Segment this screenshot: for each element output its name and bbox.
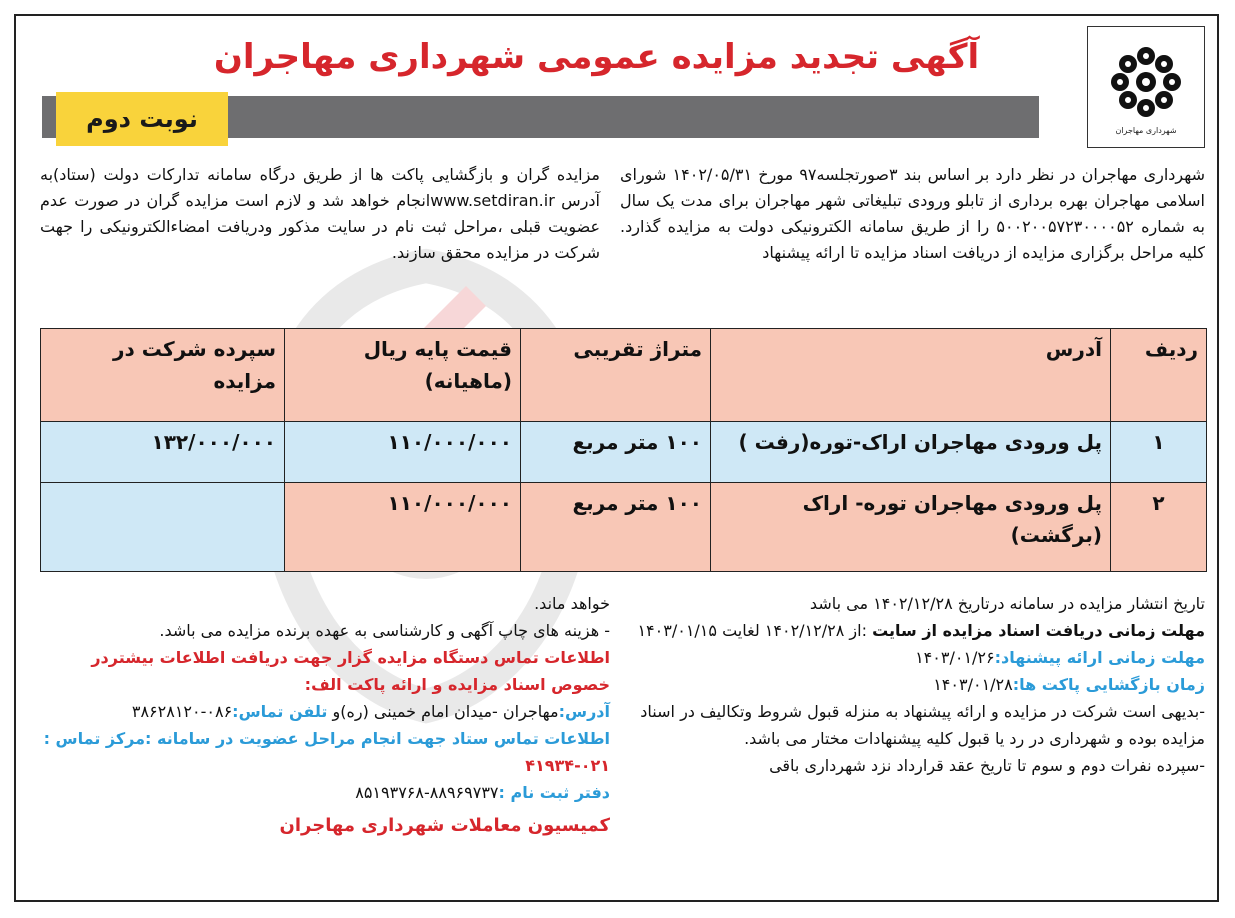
docs-deadline-value: :از ۱۴۰۲/۱۲/۲۸ لغایت ۱۴۰۳/۰۱/۱۵ bbox=[637, 621, 867, 640]
setad-phone: ۰۲۱-۴۱۹۳۴ bbox=[525, 756, 610, 775]
note-deposit: -سپرده نفرات دوم و سوم تا تاریخ عقد قرارداد نزد شهرداری باقی bbox=[769, 756, 1205, 775]
docs-deadline-label: مهلت زمانی دریافت اسناد مزایده از سایت bbox=[872, 621, 1205, 640]
registry-contact bbox=[40, 779, 610, 806]
municipality-logo bbox=[1087, 26, 1205, 148]
cell-area: ۱۰۰ متر مربع bbox=[521, 422, 711, 483]
cell-deposit bbox=[41, 483, 285, 572]
phone-label: تلفن تماس: bbox=[232, 702, 328, 721]
offer-deadline bbox=[615, 644, 1205, 671]
cell-address: پل ورودی مهاجران اراک-توره(رفت ) bbox=[711, 422, 1111, 483]
table-row bbox=[41, 483, 1207, 572]
registry-value: ۸۸۹۶۹۷۳۷-۸۵۱۹۳۷۶۸ bbox=[355, 783, 499, 802]
municipality-emblem-icon bbox=[1104, 40, 1188, 124]
setad-heading: اطلاعات تماس ستاد جهت انجام مراحل عضویت در سامانه :مرکز تماس : bbox=[43, 729, 610, 748]
phone-value: ۰۸۶-۳۸۶۲۸۱۲۰ bbox=[131, 702, 233, 721]
contact-heading: اطلاعات تماس دستگاه مزایده گزار جهت دریافت اطلاعات بیشتردر خصوص اسناد مزایده و ارائه پاکت الف: bbox=[91, 648, 610, 694]
cell-row-number: ۱ bbox=[1111, 422, 1207, 483]
intro-right-text: شهرداری مهاجران در نظر دارد بر اساس بند ۳صورتجلسه۹۷ مورخ ۱۴۰۲/۰۵/۳۱ شورای اسلامی مهاجران بهره برداری از تابلو ورودی تبلیغاتی شهر مهاجران برای مدت یک سال به شماره ۵۰۰۲۰۰۵۷۲۳۰۰۰۰۵۲ را از طریق سامانه الکترونیکی دولت به مزایده گذارد. کلیه مراحل برگزاری مزایده از دریافت اسناد مزایده تا ارائه پیشنهاد bbox=[620, 165, 1206, 262]
cell-address: پل ورودی مهاجران توره- اراک (برگشت) bbox=[711, 483, 1111, 572]
auction-items-table bbox=[40, 328, 1207, 572]
offer-deadline-label: مهلت زمانی ارائه پیشنهاد: bbox=[994, 648, 1205, 667]
opening-date-label: زمان بازگشایی پاکت ها: bbox=[1012, 675, 1205, 694]
header-address: آدرس bbox=[711, 329, 1111, 422]
table-header-row bbox=[41, 329, 1207, 422]
note-conditions: -بدیهی است شرکت در مزایده و ارائه پیشنهاد به منزله قبول شروط وتکالیف در اسناد مزایده بوده و شهرداری در رد یا قبول کلیه پیشنهادات مختار می باشد. bbox=[640, 702, 1205, 748]
intro-left-text: مزایده گران و بازگشایی پاکت ها از طریق درگاه سامانه تدارکات دولت (ستاد)به آدرس www.setdiran.irانجام خواهد شد و لازم است مزایده گران در صورت عدم عضویت قبلی ،مراحل ثبت نام در سایت مذکور ودریافت امضاءالکترونیکی را جهت شرکت در مزایده محقق سازند. bbox=[40, 165, 600, 262]
conditions-right-column bbox=[615, 590, 1205, 779]
logo-caption: شهرداری مهاجران bbox=[1115, 125, 1177, 135]
address-value: مهاجران -میدان امام خمینی (ره)و bbox=[332, 702, 559, 721]
cell-deposit: ۱۳۲/۰۰۰/۰۰۰ bbox=[41, 422, 285, 483]
table-row bbox=[41, 422, 1207, 483]
offer-deadline-value: ۱۴۰۳/۰۱/۲۶ bbox=[915, 648, 995, 667]
docs-deadline bbox=[615, 617, 1205, 644]
intro-paragraph-right bbox=[620, 162, 1205, 266]
address-label: آدرس: bbox=[558, 702, 610, 721]
cell-base-price: ۱۱۰/۰۰۰/۰۰۰ bbox=[285, 422, 521, 483]
contact-address bbox=[40, 698, 610, 725]
cell-base-price: ۱۱۰/۰۰۰/۰۰۰ bbox=[285, 483, 521, 572]
header-deposit: سپرده شرکت در مزایده bbox=[41, 329, 285, 422]
signature: کمیسیون معاملات شهرداری مهاجران bbox=[279, 815, 610, 836]
header-row-number: ردیف bbox=[1111, 329, 1207, 422]
setad-contact bbox=[40, 725, 610, 779]
registry-label: دفتر ثبت نام : bbox=[498, 783, 610, 802]
cell-row-number: ۲ bbox=[1111, 483, 1207, 572]
header-base-price: قیمت پایه ریال (ماهیانه) bbox=[285, 329, 521, 422]
round-badge: نوبت دوم bbox=[56, 92, 228, 146]
cell-area: ۱۰۰ متر مربع bbox=[521, 483, 711, 572]
conditions-left-column bbox=[40, 590, 610, 839]
header-area: متراژ تقریبی bbox=[521, 329, 711, 422]
continuation-text: خواهد ماند. bbox=[534, 594, 610, 613]
publish-date-text: تاریخ انتشار مزایده در سامانه درتاریخ ۱۴۰۲/۱۲/۲۸ می باشد bbox=[809, 594, 1205, 613]
fees-note: - هزینه های چاپ آگهی و کارشناسی به عهده برنده مزایده می باشد. bbox=[159, 621, 610, 640]
opening-date-value: ۱۴۰۳/۰۱/۲۸ bbox=[933, 675, 1013, 694]
opening-date bbox=[615, 671, 1205, 698]
notice-frame bbox=[14, 14, 1219, 902]
notice-title: آگهی تجدید مزایده عمومی شهرداری مهاجران bbox=[213, 37, 980, 77]
intro-paragraph-left bbox=[40, 162, 600, 266]
